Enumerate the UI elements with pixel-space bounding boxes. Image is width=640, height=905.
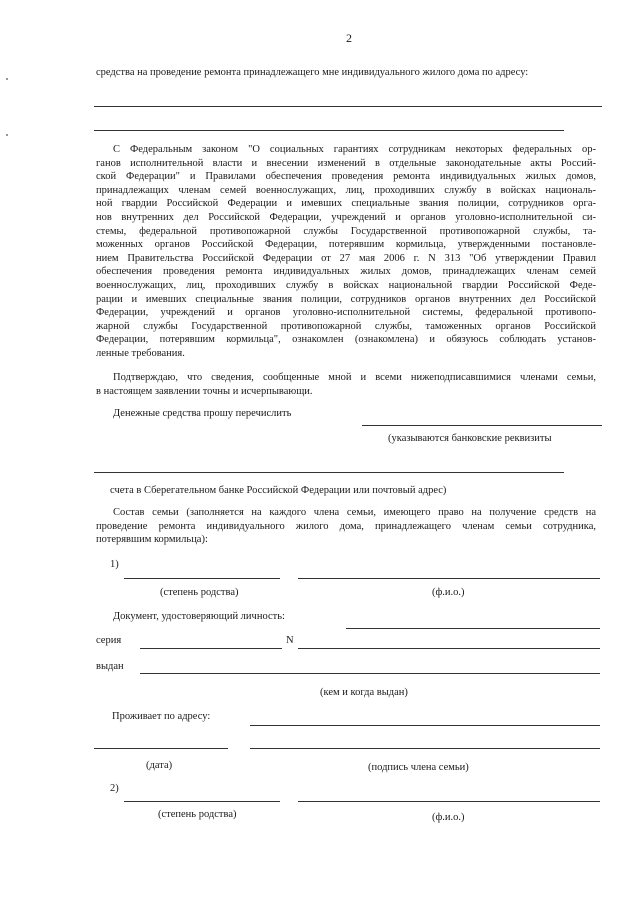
page-number: 2 bbox=[346, 31, 352, 45]
fio-label: (ф.и.о.) bbox=[432, 812, 465, 823]
paragraph-line: нов внутренних дел Российской Федерации, учреждений и органов уголовно-исполнительной си- bbox=[96, 211, 596, 223]
address-line[interactable] bbox=[94, 106, 602, 107]
relation-field[interactable] bbox=[124, 578, 280, 579]
member-number: 1) bbox=[110, 559, 119, 570]
residence-field[interactable] bbox=[250, 725, 600, 726]
paragraph-line: обеспечения проведения ремонта индивидуальных жилых домов, принадлежащих членам семей bbox=[96, 266, 596, 278]
series-label: серия bbox=[96, 635, 122, 646]
paragraph-line: Федерации, учреждений и органов уголовно-исполнительной системы, федеральной противопо- bbox=[96, 307, 596, 319]
fio-field[interactable] bbox=[298, 801, 600, 802]
paragraph-line: рации и имевших специальные звания полиции, сотрудников органов внутренних дел Российской bbox=[96, 293, 596, 305]
paragraph-line: Состав семьи (заполняется на каждого члена семьи, имеющего право на получение средств на bbox=[113, 507, 596, 518]
date-label: (дата) bbox=[146, 760, 173, 771]
series-field[interactable] bbox=[140, 648, 282, 649]
scan-speck bbox=[6, 134, 8, 136]
intro-line: средства на проведение ремонта принадлежащего мне индивидуального жилого дома по адресу: bbox=[96, 67, 529, 78]
bank-details-line-2[interactable] bbox=[94, 472, 564, 473]
document-field[interactable] bbox=[346, 628, 600, 629]
document-label: Документ, удостоверяющий личность: bbox=[113, 611, 285, 622]
paragraph-line: ной гвардии Российской Федерации и имевших специальные звания полиции, сотрудников орга- bbox=[96, 198, 596, 210]
paragraph-line: нием Правительства Российской Федерации от 27 мая 2006 г. N 313 "Об утверждении Правил bbox=[96, 252, 596, 264]
address-line-2[interactable] bbox=[94, 130, 564, 131]
date-field[interactable] bbox=[94, 748, 228, 749]
signature-label: (подпись члена семьи) bbox=[368, 762, 469, 773]
law-paragraph bbox=[96, 143, 596, 361]
address-label: Проживает по адресу: bbox=[112, 711, 211, 722]
paragraph-line: жарной службы Государственной противопожарной службы, таможенных органов Российской bbox=[96, 320, 596, 332]
fio-label: (ф.и.о.) bbox=[432, 587, 465, 598]
issued-field[interactable] bbox=[140, 673, 600, 674]
paragraph-line: ленные требования. bbox=[96, 347, 185, 359]
fio-field[interactable] bbox=[298, 578, 600, 579]
issued-hint: (кем и когда выдан) bbox=[320, 687, 408, 698]
paragraph-line: проведение ремонта индивидуального жилого дома, принадлежащего членам семьи сотрудника, bbox=[96, 520, 596, 532]
paragraph-line: ской Федерации" и Правилами обеспечения проведения ремонта индивидуальных жилых домов, bbox=[96, 171, 596, 183]
bank-details-line[interactable] bbox=[362, 425, 602, 426]
paragraph-line: моженных органов Российской Федерации, потерявшим кормильца, утвержденными постановле- bbox=[96, 239, 596, 251]
scan-speck bbox=[6, 78, 8, 80]
bank-hint: (указываются банковские реквизиты bbox=[388, 433, 552, 444]
confirm-paragraph bbox=[96, 371, 596, 398]
paragraph-line: Подтверждаю, что сведения, сообщенные мной и всеми нижеподписавшимися членами семьи, bbox=[113, 372, 596, 383]
relation-label: (степень родства) bbox=[158, 809, 237, 820]
paragraph-line: в настоящем заявлении точны и исчерпывающи. bbox=[96, 385, 313, 397]
paragraph-line: С Федеральным законом "О социальных гарантиях сотрудникам некоторых федеральных ор- bbox=[113, 144, 596, 155]
paragraph-line: военнослужащих, лиц, проходивших службу в войсках национальной гвардии Российской Феде- bbox=[96, 279, 596, 291]
paragraph-line: ганов исполнительной власти и внесении изменений в отдельные законодательные акты Россий- bbox=[96, 157, 596, 169]
issued-label: выдан bbox=[96, 661, 124, 672]
paragraph-line: стемы, федеральной противопожарной службы Государственной противопожарной службы, та- bbox=[96, 225, 596, 237]
paragraph-line: Федерации, потерявшим кормильца", ознакомлен (ознакомлена) и обязуюсь соблюдать установ- bbox=[96, 334, 596, 346]
number-field[interactable] bbox=[298, 648, 600, 649]
paragraph-line: потерявшим кормильца): bbox=[96, 534, 208, 546]
number-label: N bbox=[286, 635, 294, 646]
relation-field[interactable] bbox=[124, 801, 280, 802]
relation-label: (степень родства) bbox=[160, 587, 239, 598]
money-label: Денежные средства прошу перечислить bbox=[113, 408, 292, 419]
family-paragraph bbox=[96, 506, 596, 547]
paragraph-line: принадлежащих членам семей военнослужащих, лиц, проходивших службу в войсках националь- bbox=[96, 184, 596, 196]
member-number: 2) bbox=[110, 783, 119, 794]
signature-field[interactable] bbox=[250, 748, 600, 749]
bank-hint-2: счета в Сберегательном банке Российской Федерации или почтовый адрес) bbox=[110, 485, 447, 496]
